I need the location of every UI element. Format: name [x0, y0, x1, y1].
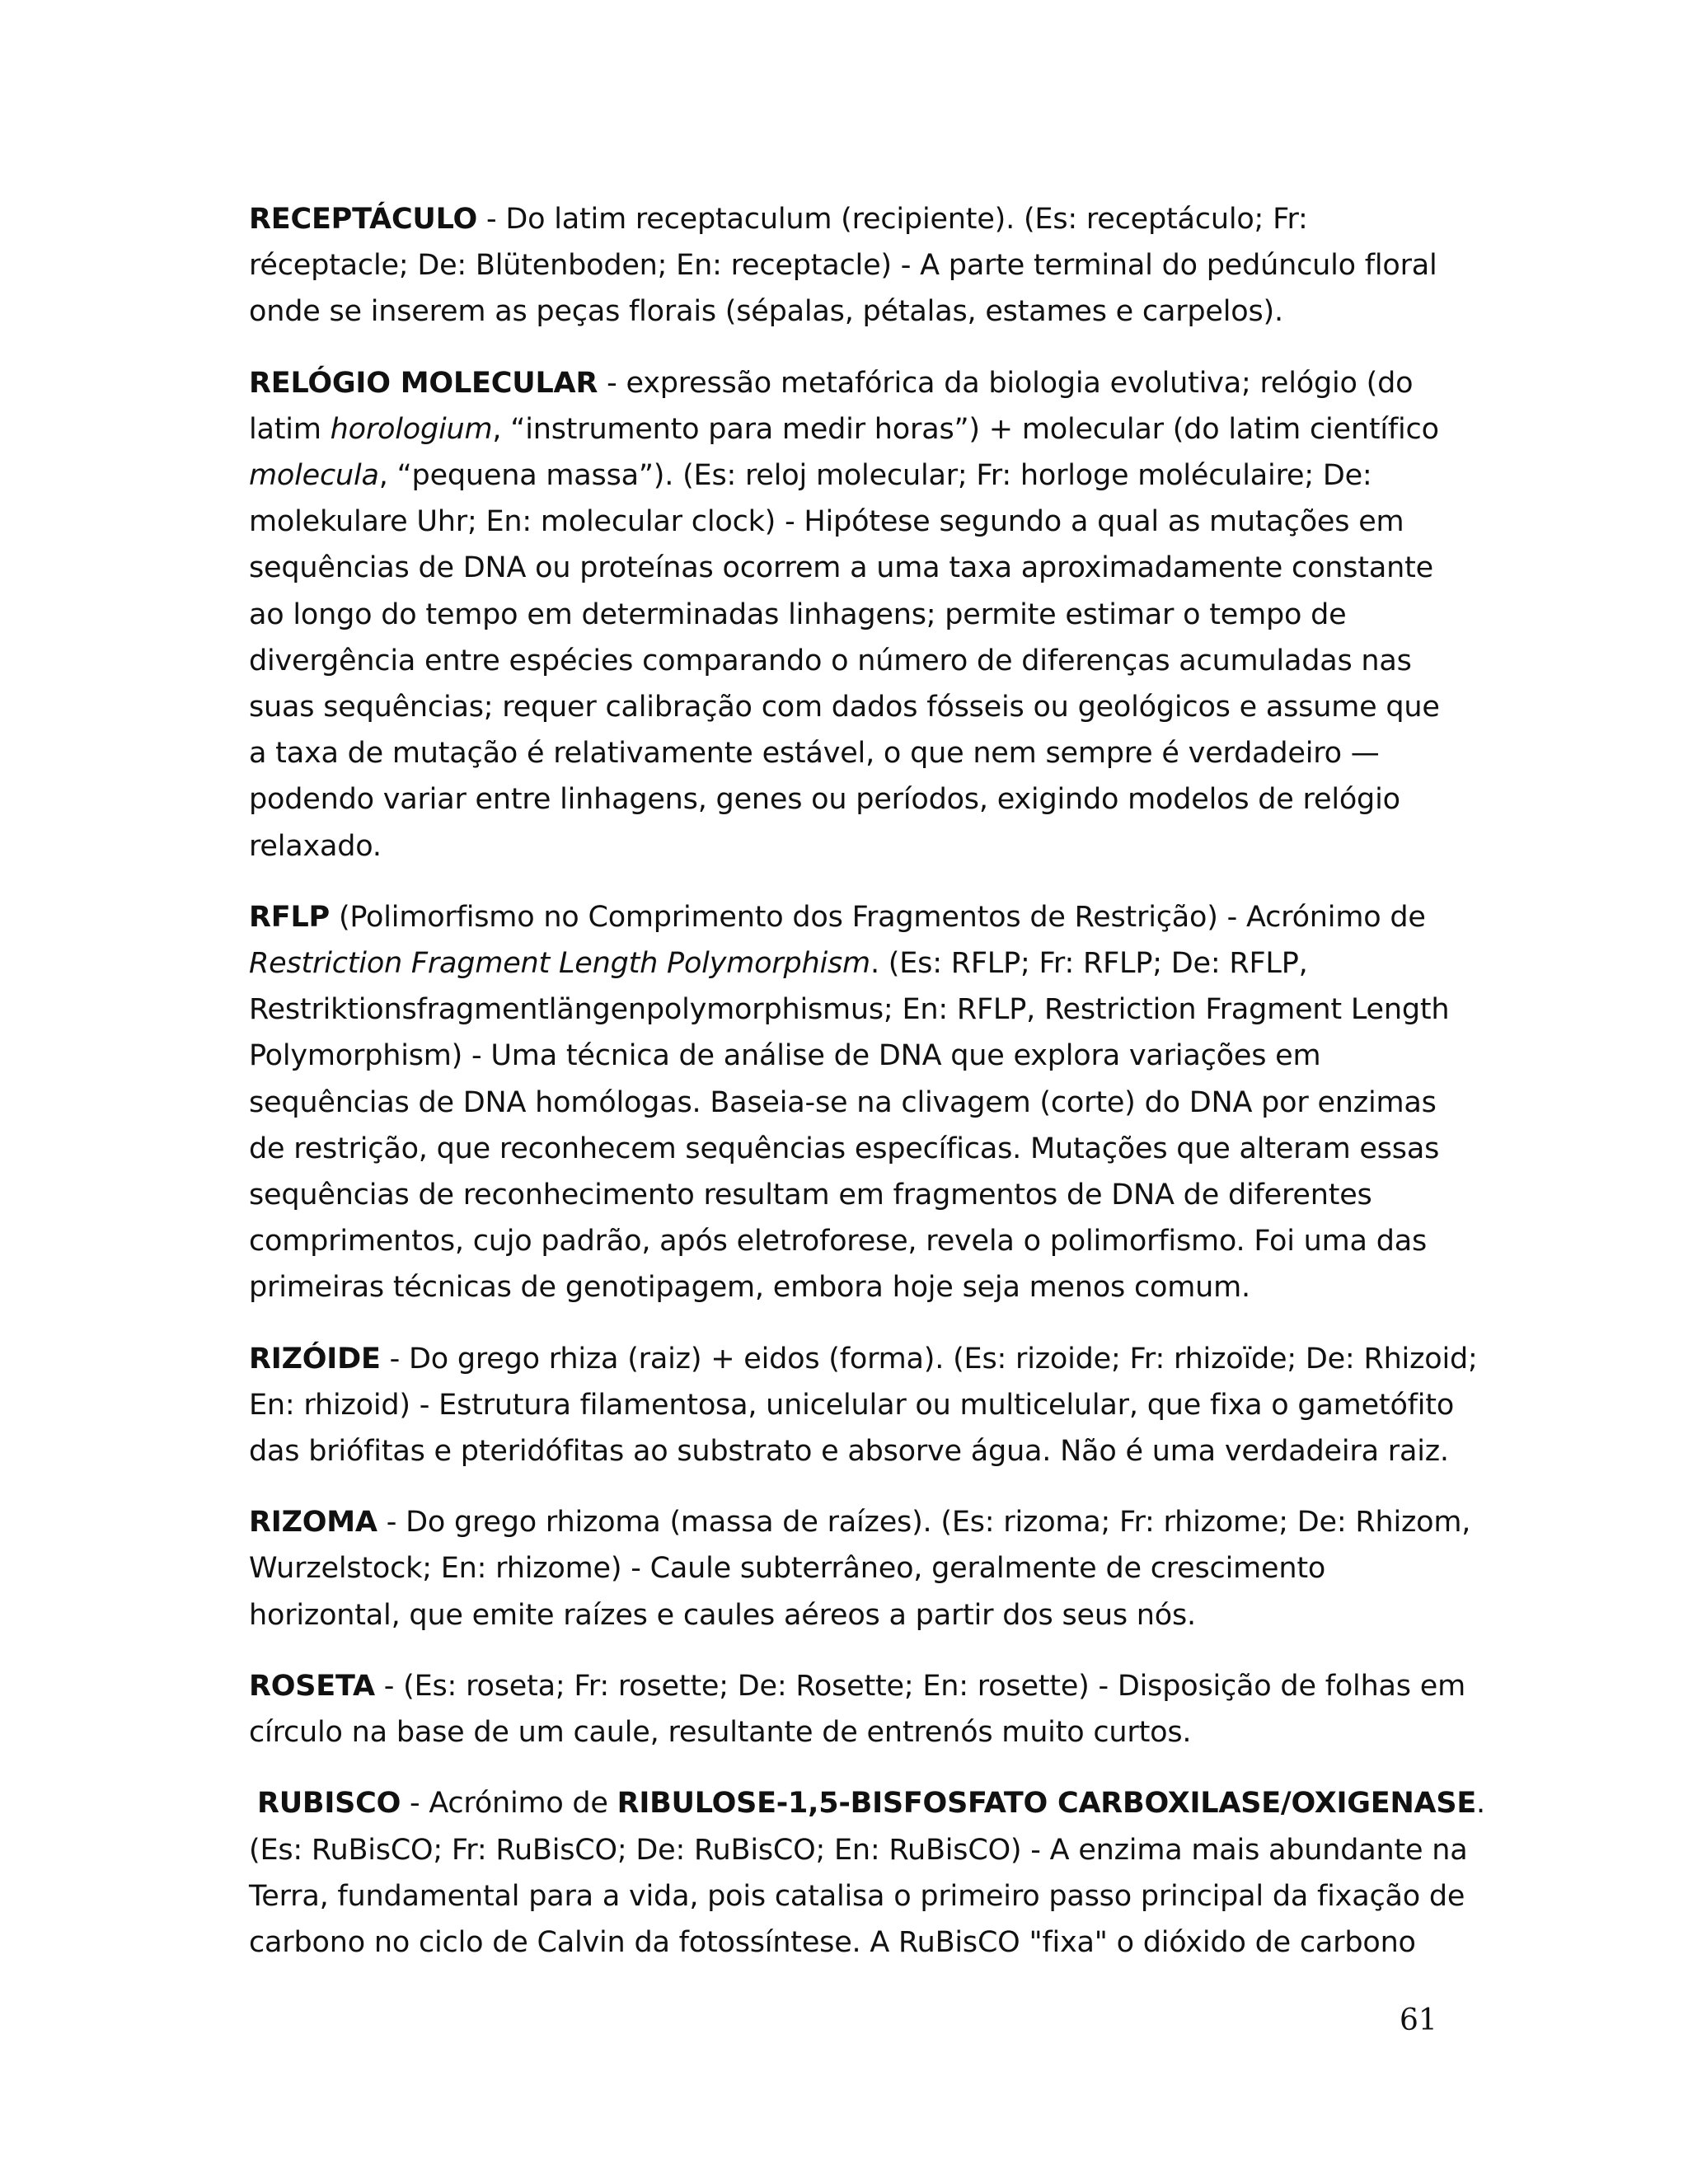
italic-text: horologium: [330, 412, 493, 446]
entry-line: [249, 730, 1485, 776]
entry-text: , “instrumento para medir horas”) + molecular (do latim científico: [492, 412, 1439, 446]
entry-line: [249, 1592, 1485, 1638]
entry-text: (Polimorfismo no Comprimento dos Fragmentos de Restrição) - Acrónimo de: [330, 900, 1426, 934]
entry-line: [249, 894, 1485, 940]
bold-text: RIBULOSE-1,5-BISFOSFATO CARBOXILASE/OXIGENASE: [617, 1787, 1477, 1821]
glossary-entry-rizoma: [249, 1499, 1485, 1638]
entry-line: [249, 823, 1485, 869]
entry-text: latim: [249, 412, 331, 446]
entry-line: [249, 242, 1485, 288]
entry-line: [249, 1919, 1485, 1966]
entry-term: ROSETA: [249, 1669, 375, 1703]
entry-line: [249, 1545, 1485, 1591]
entry-text: onde se inserem as peças florais (sépalas, pétalas, estames e carpelos).: [249, 295, 1283, 329]
entry-text: Polymorphism) - Uma técnica de análise de DNA que explora variações em: [249, 1039, 1321, 1073]
entry-text: sequências de DNA ou proteínas ocorrem a uma taxa aproximadamente constante: [249, 551, 1433, 585]
entry-text: ao longo do tempo em determinadas linhagens; permite estimar o tempo de: [249, 598, 1347, 631]
entry-line: [249, 406, 1485, 452]
entry-term: RIZOMA: [249, 1506, 377, 1540]
entry-term: RIZÓIDE: [249, 1342, 381, 1376]
entry-line: [249, 1033, 1485, 1079]
entry-line: [249, 1873, 1485, 1919]
entry-line: [249, 1709, 1485, 1755]
entry-text: Terra, fundamental para a vida, pois catalisa o primeiro passo principal da fixação de: [249, 1879, 1465, 1913]
entry-line: [249, 1172, 1485, 1218]
entry-term: RECEPTÁCULO: [249, 203, 478, 236]
entry-line: [249, 1080, 1485, 1126]
entry-line: [249, 1663, 1485, 1709]
entry-line: [249, 684, 1485, 730]
entry-text: sequências de reconhecimento resultam em fragmentos de DNA de diferentes: [249, 1179, 1372, 1212]
entry-line: [249, 987, 1485, 1033]
entry-text: réceptacle; De: Blütenboden; En: receptacle) - A parte terminal do pedúnculo floral: [249, 249, 1437, 283]
italic-text: molecula: [249, 459, 379, 493]
entry-text: - expressão metafórica da biologia evolutiva; relógio (do: [598, 366, 1414, 400]
entry-line: [249, 638, 1485, 684]
entry-text: En: rhizoid) - Estrutura filamentosa, unicelular ou multicelular, que fixa o gametófito: [249, 1388, 1455, 1422]
entry-text: comprimentos, cujo padrão, após eletroforese, revela o polimorfismo. Foi uma das: [249, 1225, 1428, 1258]
page-number: 61: [1400, 2004, 1437, 2037]
glossary-entry-rflp: [249, 894, 1485, 1311]
glossary-entry-rubisco: [249, 1780, 1485, 1966]
entry-line: [249, 1264, 1485, 1310]
entry-line: [249, 592, 1485, 638]
entry-text: , “pequena massa”). (Es: reloj molecular; Fr: horloge moléculaire; De:: [378, 459, 1372, 493]
glossary-entry-receptaculo: [249, 196, 1485, 335]
entry-text: .: [1476, 1787, 1485, 1821]
entry-line: [249, 940, 1485, 987]
entry-text: - (Es: roseta; Fr: rosette; De: Rosette; En: rosette) - Disposição de folhas em: [374, 1669, 1465, 1703]
entry-text: divergência entre espécies comparando o número de diferenças acumuladas nas: [249, 644, 1412, 677]
entry-text: (Es: RuBisCO; Fr: RuBisCO; De: RuBisCO; En: RuBisCO) - A enzima mais abundante na: [249, 1833, 1468, 1867]
entry-line: [249, 545, 1485, 591]
glossary-content: [249, 196, 1485, 1990]
entry-text: - Do latim receptaculum (recipiente). (Es: receptáculo; Fr:: [477, 203, 1308, 236]
entry-line: [249, 1827, 1485, 1873]
entry-text: - Acrónimo de: [401, 1787, 617, 1821]
entry-text: carbono no ciclo de Calvin da fotossíntese. A RuBisCO "fixa" o dióxido de carbono: [249, 1925, 1416, 1959]
entry-line: [249, 1382, 1485, 1428]
entry-text: molekulare Uhr; En: molecular clock) - Hipótese segundo a qual as mutações em: [249, 505, 1404, 539]
entry-text: relaxado.: [249, 829, 382, 863]
entry-line: [249, 360, 1485, 406]
glossary-entry-roseta: [249, 1663, 1485, 1755]
entry-text: das briófitas e pteridófitas ao substrato e absorve água. Não é uma verdadeira raiz.: [249, 1435, 1449, 1469]
entry-text: . (Es: RFLP; Fr: RFLP; De: RFLP,: [870, 947, 1308, 981]
entry-text: podendo variar entre linhagens, genes ou períodos, exigindo modelos de relógio: [249, 783, 1400, 817]
entry-text: Restriktionsfragmentlängenpolymorphismus; En: RFLP, Restriction Fragment Length: [249, 993, 1450, 1027]
italic-text: Restriction Fragment Length Polymorphism: [249, 947, 870, 981]
entry-text: Wurzelstock; En: rhizome) - Caule subterrâneo, geralmente de crescimento: [249, 1552, 1326, 1586]
entry-line: [249, 499, 1485, 545]
entry-line: [249, 1428, 1485, 1474]
entry-text: - Do grego rhiza (raiz) + eidos (forma). (Es: rizoide; Fr: rhizoïde; De: Rhizoid;: [380, 1342, 1478, 1376]
glossary-entry-relogio-molecular: [249, 360, 1485, 869]
entry-text: a taxa de mutação é relativamente estável, o que nem sempre é verdadeiro —: [249, 737, 1380, 771]
entry-line: [249, 776, 1485, 823]
entry-line: [249, 1218, 1485, 1264]
entry-line: [249, 1780, 1485, 1826]
entry-text: primeiras técnicas de genotipagem, embora hoje seja menos comum.: [249, 1271, 1250, 1305]
entry-text: suas sequências; requer calibração com dados fósseis ou geológicos e assume que: [249, 691, 1440, 724]
entry-line: [249, 1499, 1485, 1545]
entry-line: [249, 1336, 1485, 1382]
entry-text: - Do grego rhizoma (massa de raízes). (Es: rizoma; Fr: rhizome; De: Rhizom,: [377, 1506, 1471, 1540]
entry-text: de restrição, que reconhecem sequências específicas. Mutações que alteram essas: [249, 1132, 1440, 1165]
entry-term: RFLP: [249, 900, 331, 934]
entry-text: sequências de DNA homólogas. Baseia-se na clivagem (corte) do DNA por enzimas: [249, 1085, 1437, 1119]
glossary-entry-rizoide: [249, 1336, 1485, 1475]
entry-line: [249, 288, 1485, 335]
entry-term: RUBISCO: [257, 1787, 401, 1821]
entry-term: RELÓGIO MOLECULAR: [249, 366, 598, 400]
entry-line: [249, 196, 1485, 242]
entry-line: [249, 1126, 1485, 1172]
entry-line: [249, 452, 1485, 499]
entry-text: círculo na base de um caule, resultante de entrenós muito curtos.: [249, 1716, 1192, 1750]
entry-text: horizontal, que emite raízes e caules aéreos a partir dos seus nós.: [249, 1598, 1196, 1632]
